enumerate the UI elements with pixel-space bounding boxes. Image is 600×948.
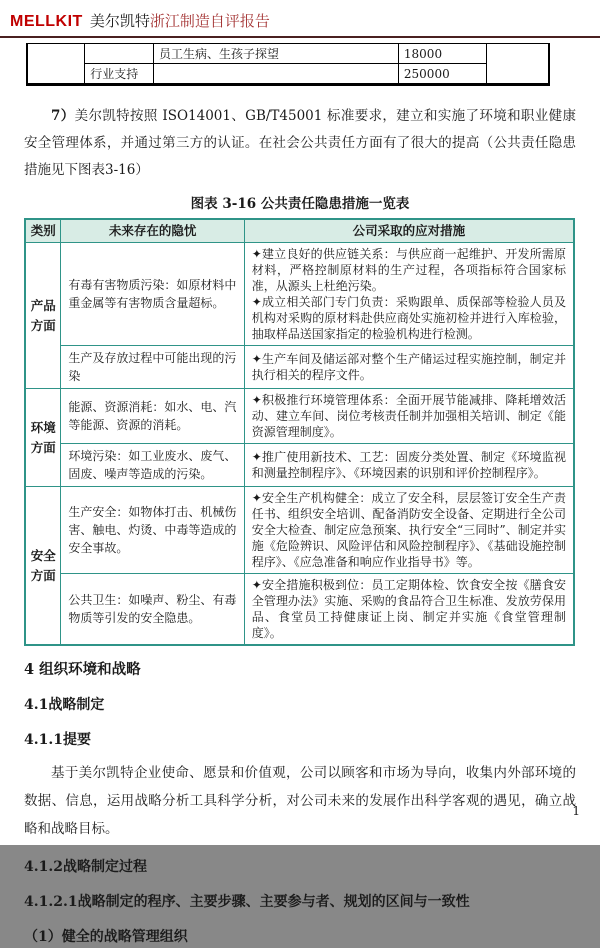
concern-cell: 能源、资源消耗：如水、电、汽等能源、资源的消耗。 bbox=[61, 389, 244, 444]
top-table-cell-label: 行业支持 bbox=[85, 64, 154, 85]
section-heading-4-1-2-1: 4.1.2.1战略制定的程序、主要步骤、主要参与者、规划的区间与一致性 bbox=[24, 894, 470, 910]
document-title-company: 美尔凯特 bbox=[89, 12, 150, 30]
top-table-cell-label: 员工生病、生孩子探望 bbox=[154, 44, 399, 64]
category-cell-environment: 环境方面 bbox=[25, 389, 61, 487]
table-header-row bbox=[25, 219, 574, 243]
table-row bbox=[25, 346, 574, 389]
measures-cell bbox=[244, 346, 574, 389]
public-responsibility-table bbox=[24, 218, 575, 646]
table-row bbox=[25, 444, 574, 487]
measure-item: ✦推广使用新技术、工艺：固废分类处置、制定《环境监视和测量控制程序》、《环境因素的识别和评价控制程序》。 bbox=[251, 450, 566, 480]
table-row bbox=[27, 44, 549, 64]
paragraph-7 bbox=[24, 103, 576, 184]
table-row bbox=[25, 574, 574, 646]
measures-cell bbox=[244, 243, 574, 346]
top-table-cell-empty bbox=[85, 44, 154, 64]
measure-item: ✦安全措施积极到位：员工定期体检、饮食安全按《膳食安全管理办法》实施、采购的食品符合卫生标准、发放劳保用品、食堂员工持健康证上岗、制定并实施《食堂管理制度》。 bbox=[251, 578, 566, 640]
column-header-measures: 公司采取的应对措施 bbox=[244, 219, 574, 243]
measures-cell bbox=[244, 389, 574, 444]
measures-cell bbox=[244, 574, 574, 646]
top-table-cell-amount: 18000 bbox=[398, 44, 486, 64]
section-heading-4-1-2: 4.1.2战略制定过程 bbox=[24, 859, 147, 875]
paragraph-7-number: 7） bbox=[51, 108, 75, 124]
measure-item: ✦建立良好的供应链关系：与供应商一起维护、开发所需原材料，严格控制原材料的生产过程，各项指标符合国家标准，从源头上杜绝污染。 bbox=[251, 247, 566, 293]
concern-cell: 公共卫生：如噪声、粉尘、有毒物质等引发的安全隐患。 bbox=[61, 574, 244, 646]
table-row bbox=[25, 389, 574, 444]
top-table-cell-amount: 250000 bbox=[398, 64, 486, 85]
section-heading-4-1-1: 4.1.1提要 bbox=[24, 732, 91, 748]
category-cell-safety: 安全方面 bbox=[25, 487, 61, 646]
column-header-category: 类别 bbox=[25, 219, 61, 243]
document-title-report: 浙江制造自评报告 bbox=[149, 12, 270, 30]
paragraph-7-text: 美尔凯特按照 ISO14001、GB/T45001 标准要求，建立和实施了环境和职业健康安全管理体系，并通过第三方的认证。在社会公共责任方面有了很大的提高（公共责任隐患措施见下图表3-16） bbox=[24, 108, 576, 178]
figure-3-16-title: 图表 3-16 公共责任隐患措施一览表 bbox=[190, 196, 410, 212]
top-table-cell-empty bbox=[27, 44, 85, 85]
continued-table bbox=[26, 43, 550, 86]
section-heading-4: 4 组织环境和战略 bbox=[24, 661, 141, 678]
concern-cell: 环境污染：如工业废水、废气、固废、噪声等造成的污染。 bbox=[61, 444, 244, 487]
document-title bbox=[90, 10, 270, 31]
table-row bbox=[27, 64, 549, 85]
measure-item: ✦生产车间及储运部对整个生产储运过程实施控制，制定并执行相关的程序文件。 bbox=[251, 352, 566, 382]
category-cell-product: 产品方面 bbox=[25, 243, 61, 389]
measure-item: ✦成立相关部门专门负责：采购跟单、质保部等检验人员及机构对采购的原材料赴供应商处实施初检并进行入库检验，抽取样品送国家指定的检验机构进行检测。 bbox=[251, 295, 566, 341]
measures-cell bbox=[244, 444, 574, 487]
table-row bbox=[25, 243, 574, 346]
table-row bbox=[25, 487, 574, 574]
top-table-cell-empty bbox=[486, 44, 549, 85]
document-header bbox=[0, 8, 600, 38]
measure-item: ✦积极推行环境管理体系：全面开展节能减排、降耗增效活动、建立车间、岗位考核责任制并加强相关培训、制定《能资源管理制度》。 bbox=[251, 393, 566, 439]
page-number: 1 bbox=[572, 804, 580, 818]
concern-cell: 生产安全：如物体打击、机械伤害、触电、灼烫、中毒等造成的安全事故。 bbox=[61, 487, 244, 574]
measure-item: ✦安全生产机构健全：成立了安全科，层层签订安全生产责任书、组织安全培训、配备消防安全设备、定期进行全公司安全大检查、制定应急预案、执行安全“三同时”、制定并实施《危险辨识、风险评估和风险控制程序》、《基础设施控制程序》、《应急准备和响应作业指导书》等。 bbox=[251, 491, 566, 569]
section-4-1-1-paragraph: 基于美尔凯特企业使命、愿景和价值观，公司以顾客和市场为导向，收集内外部环境的数据、信息，运用战略分析工具科学分析，对公司未来的发展作出科学客观的遇见，确立战略和战略目标。 bbox=[24, 765, 576, 837]
concern-cell: 生产及存放过程中可能出现的污染 bbox=[61, 346, 244, 389]
top-table-cell-empty bbox=[154, 64, 399, 85]
column-header-concern: 未来存在的隐忧 bbox=[61, 219, 244, 243]
section-heading-4-1: 4.1战略制定 bbox=[24, 697, 105, 713]
measures-cell bbox=[244, 487, 574, 574]
section-item-1: （1）健全的战略管理组织 bbox=[24, 929, 188, 945]
company-logo: MELLKIT bbox=[10, 13, 83, 30]
concern-cell: 有毒有害物质污染：如原材料中重金属等有害物质含量超标。 bbox=[61, 243, 244, 346]
